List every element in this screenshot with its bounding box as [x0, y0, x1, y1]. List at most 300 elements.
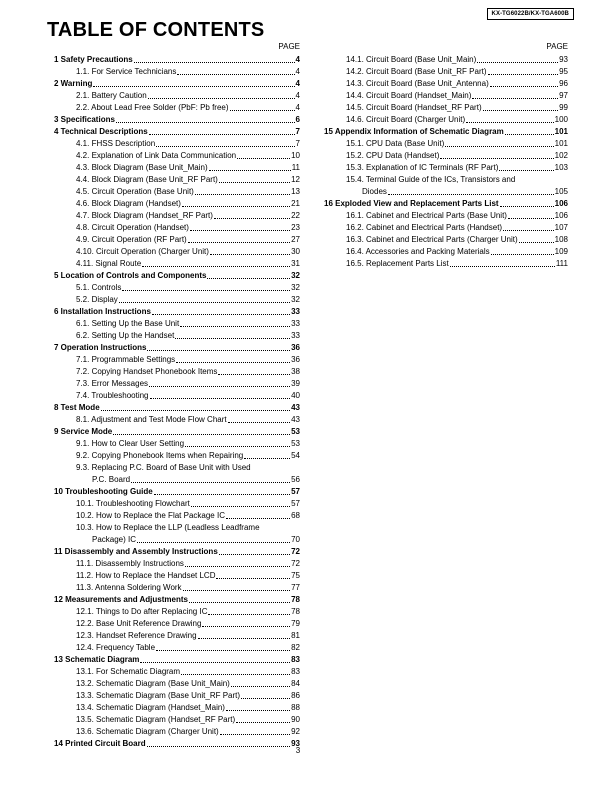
toc-entry-title: 13.3. Schematic Diagram (Base Unit_RF Part) [76, 691, 241, 700]
toc-entry[interactable] [54, 606, 300, 618]
toc-entry-title: 9.3. Replacing P.C. Board of Base Unit with Used [76, 463, 251, 472]
toc-page-number: 54 [291, 451, 300, 460]
dot-leader [207, 278, 290, 279]
toc-entry[interactable] [324, 54, 568, 66]
toc-page-number: 111 [555, 259, 568, 268]
toc-entry-title: 4.8. Circuit Operation (Handset) [76, 223, 189, 232]
toc-entry-title: 3 Specifications [54, 115, 115, 124]
toc-entry[interactable] [54, 282, 300, 294]
toc-page-number: 4 [295, 91, 300, 100]
toc-page-number: 32 [291, 283, 300, 292]
dot-leader [477, 62, 558, 63]
dot-leader [218, 374, 290, 375]
dot-leader [156, 650, 290, 651]
toc-entry[interactable] [54, 138, 300, 150]
toc-page-number: 6 [295, 115, 300, 124]
toc-section[interactable] [54, 54, 300, 66]
dot-leader [149, 134, 295, 135]
toc-entry-title: 15.1. CPU Data (Base Unit) [346, 139, 445, 148]
dot-leader [156, 146, 294, 147]
toc-entry-title: 13 Schematic Diagram [54, 655, 140, 664]
toc-entry[interactable] [324, 150, 568, 162]
dot-leader [219, 182, 290, 183]
toc-page-number: 107 [554, 223, 568, 232]
toc-page-number: 13 [291, 187, 300, 196]
toc-entry-title: 14.2. Circuit Board (Base Unit_RF Part) [346, 67, 487, 76]
dot-leader [116, 122, 295, 123]
toc-section[interactable] [54, 594, 300, 606]
toc-entry-title: 16.3. Cabinet and Electrical Parts (Charger Unit) [346, 235, 518, 244]
model-number-box: KX-TG6022B/KX-TGA600B [487, 8, 574, 20]
toc-page-number: 97 [559, 91, 568, 100]
toc-entry[interactable] [54, 642, 300, 654]
toc-entry-title: 4.2. Explanation of Link Data Communication [76, 151, 237, 160]
toc-page-number: 103 [554, 163, 568, 172]
toc-page-number: 36 [291, 343, 300, 352]
toc-entry[interactable] [324, 114, 568, 126]
toc-page-number: 92 [291, 727, 300, 736]
dot-leader [508, 218, 554, 219]
dot-leader [152, 314, 290, 315]
toc-section[interactable] [324, 198, 568, 210]
toc-page-number: 102 [554, 151, 568, 160]
dot-leader [176, 362, 290, 363]
toc-page-number: 57 [291, 487, 300, 496]
toc-entry[interactable] [54, 582, 300, 594]
dot-leader [472, 98, 558, 99]
dot-leader [185, 566, 290, 567]
toc-entry-title: 4.10. Circuit Operation (Charger Unit) [76, 247, 209, 256]
toc-entry[interactable] [54, 102, 300, 114]
dot-leader [228, 422, 290, 423]
dot-leader [503, 230, 554, 231]
dot-leader [182, 206, 290, 207]
toc-entry[interactable] [324, 234, 568, 246]
toc-entry-title: 6.1. Setting Up the Base Unit [76, 319, 180, 328]
dot-leader [190, 230, 290, 231]
toc-entry[interactable] [54, 666, 300, 678]
toc-entry[interactable] [54, 246, 300, 258]
toc-entry-title: 15.3. Explanation of IC Terminals (RF Part) [346, 163, 499, 172]
toc-entry-title: 15.2. CPU Data (Handset) [346, 151, 440, 160]
toc-column-right [324, 42, 568, 270]
toc-entry-title: 14.1. Circuit Board (Base Unit_Main) [346, 55, 477, 64]
dot-leader [185, 446, 290, 447]
toc-page-number: 68 [291, 511, 300, 520]
toc-section[interactable] [54, 126, 300, 138]
dot-leader [181, 674, 290, 675]
dot-leader [210, 254, 290, 255]
toc-entry-title-continued: P.C. Board [92, 475, 131, 484]
toc-entry[interactable] [54, 618, 300, 630]
dot-leader [237, 158, 290, 159]
toc-page-number: 88 [291, 703, 300, 712]
dot-leader [226, 518, 290, 519]
dot-leader [142, 266, 290, 267]
toc-entry-title: 16.5. Replacement Parts List [346, 259, 449, 268]
toc-entry-title: 16.1. Cabinet and Electrical Parts (Base Unit) [346, 211, 507, 220]
dot-leader [175, 338, 290, 339]
toc-page-number: 38 [291, 367, 300, 376]
dot-leader [244, 458, 290, 459]
toc-page-number: 77 [291, 583, 300, 592]
toc-list-left [54, 54, 300, 750]
toc-page-number: 33 [291, 331, 300, 340]
dot-leader [214, 218, 290, 219]
dot-leader [113, 434, 290, 435]
toc-section[interactable] [54, 486, 300, 498]
dot-leader [445, 146, 553, 147]
dot-leader [519, 242, 554, 243]
toc-entry-title: 14.5. Circuit Board (Handset_RF Part) [346, 103, 482, 112]
toc-entry-title: 4.5. Circuit Operation (Base Unit) [76, 187, 194, 196]
toc-page-number: 96 [559, 79, 568, 88]
toc-entry-title: 10 Troubleshooting Guide [54, 487, 153, 496]
toc-page-number: 57 [291, 499, 300, 508]
toc-column-left [54, 42, 300, 750]
toc-entry-continuation[interactable] [54, 534, 300, 546]
toc-entry-title: 13.1. For Schematic Diagram [76, 667, 181, 676]
toc-entry[interactable] [54, 390, 300, 402]
dot-leader [505, 134, 554, 135]
toc-page-number: 101 [554, 139, 568, 148]
toc-entry-title: 11.2. How to Replace the Handset LCD [76, 571, 216, 580]
dot-leader [195, 194, 290, 195]
toc-page-number: 78 [291, 607, 300, 616]
toc-page-number: 22 [291, 211, 300, 220]
toc-entry[interactable] [54, 174, 300, 186]
toc-entry[interactable] [54, 210, 300, 222]
toc-entry[interactable] [54, 570, 300, 582]
toc-entry[interactable] [54, 726, 300, 738]
toc-entry[interactable] [54, 702, 300, 714]
toc-entry[interactable] [54, 318, 300, 330]
toc-entry[interactable] [324, 78, 568, 90]
toc-page-number: 101 [554, 127, 568, 136]
toc-page-number: 82 [291, 643, 300, 652]
toc-entry-title: 9.1. How to Clear User Setting [76, 439, 185, 448]
toc-entry-title: 14.6. Circuit Board (Charger Unit) [346, 115, 466, 124]
toc-page-number: 43 [291, 403, 300, 412]
dot-leader [230, 110, 295, 111]
toc-page-number: 32 [291, 295, 300, 304]
toc-entry-title: 12 Measurements and Adjustments [54, 595, 188, 604]
dot-leader [208, 614, 290, 615]
toc-page-number: 81 [291, 631, 300, 640]
toc-entry-title: 15.4. Terminal Guide of the ICs, Transistors and [346, 175, 516, 184]
dot-leader [466, 122, 553, 123]
toc-entry[interactable] [54, 366, 300, 378]
toc-entry[interactable] [54, 354, 300, 366]
toc-entry[interactable] [54, 450, 300, 462]
toc-page-number: 99 [559, 103, 568, 112]
dot-leader [93, 86, 294, 87]
toc-page-number: 11 [291, 163, 300, 172]
toc-entry[interactable] [324, 66, 568, 78]
dot-leader [490, 86, 558, 87]
toc-entry[interactable] [54, 414, 300, 426]
toc-page-number: 90 [291, 715, 300, 724]
dot-leader [188, 242, 290, 243]
toc-page-number: 7 [295, 139, 300, 148]
dot-leader [440, 158, 553, 159]
page-title: TABLE OF CONTENTS [47, 19, 265, 41]
toc-page-number: 56 [291, 475, 300, 484]
toc-list-right [324, 54, 568, 270]
toc-entry[interactable] [54, 522, 300, 534]
toc-page-number: 100 [554, 115, 568, 124]
toc-entry-title: 13.4. Schematic Diagram (Handset_Main) [76, 703, 225, 712]
dot-leader [231, 686, 290, 687]
dot-leader [491, 254, 554, 255]
toc-section[interactable] [54, 78, 300, 90]
toc-page-number: 53 [291, 427, 300, 436]
toc-entry[interactable] [54, 294, 300, 306]
toc-section[interactable] [54, 426, 300, 438]
toc-page-number: 10 [291, 151, 300, 160]
toc-page-number: 27 [291, 235, 300, 244]
toc-entry-title: 10.1. Troubleshooting Flowchart [76, 499, 190, 508]
toc-entry-title: 4.1. FHSS Description [76, 139, 156, 148]
page-column-header: PAGE [278, 42, 300, 51]
toc-entry-title: 8.1. Adjustment and Test Mode Flow Chart [76, 415, 227, 424]
toc-section[interactable] [54, 654, 300, 666]
toc-page-number: 72 [291, 559, 300, 568]
toc-entry-title: 6.2. Setting Up the Handset [76, 331, 175, 340]
toc-entry[interactable] [324, 90, 568, 102]
toc-entry-title: 4.9. Circuit Operation (RF Part) [76, 235, 187, 244]
toc-page-number: 72 [291, 547, 300, 556]
toc-entry[interactable] [54, 162, 300, 174]
toc-entry-title: 10.2. How to Replace the Flat Package IC [76, 511, 225, 520]
dot-leader [241, 698, 290, 699]
toc-page-number: 4 [295, 103, 300, 112]
toc-entry-title: 1.1. For Service Technicians [76, 67, 177, 76]
toc-entry[interactable] [54, 378, 300, 390]
toc-entry-title: 13.2. Schematic Diagram (Base Unit_Main) [76, 679, 230, 688]
dot-leader [488, 74, 559, 75]
dot-leader [137, 542, 290, 543]
toc-page-number: 40 [291, 391, 300, 400]
toc-entry-title: 13.6. Schematic Diagram (Charger Unit) [76, 727, 219, 736]
dot-leader [499, 170, 553, 171]
dot-leader [101, 410, 290, 411]
toc-section[interactable] [54, 342, 300, 354]
toc-entry[interactable] [54, 258, 300, 270]
toc-entry-title: 11.3. Antenna Soldering Work [76, 583, 182, 592]
toc-entry[interactable] [54, 690, 300, 702]
toc-entry-title: 8 Test Mode [54, 403, 100, 412]
toc-entry-title: 4 Technical Descriptions [54, 127, 148, 136]
toc-entry-continuation[interactable] [324, 186, 568, 198]
toc-page-number: 86 [291, 691, 300, 700]
dot-leader [483, 110, 558, 111]
toc-entry[interactable] [54, 462, 300, 474]
toc-entry-title: 14 Printed Circuit Board [54, 739, 146, 748]
toc-entry[interactable] [324, 162, 568, 174]
toc-entry-title: 13.5. Schematic Diagram (Handset_RF Part) [76, 715, 236, 724]
toc-entry-title: 15 Appendix Information of Schematic Diagram [324, 127, 504, 136]
toc-entry-title: 2.1. Battery Caution [76, 91, 147, 100]
toc-page-number: 32 [291, 271, 300, 280]
toc-entry-title: 1 Safety Precautions [54, 55, 133, 64]
toc-entry[interactable] [54, 330, 300, 342]
dot-leader [154, 494, 290, 495]
toc-entry-title: 12.2. Base Unit Reference Drawing [76, 619, 202, 628]
toc-entry-title: 16.4. Accessories and Packing Materials [346, 247, 490, 256]
dot-leader [216, 578, 290, 579]
toc-page-number: 31 [291, 259, 300, 268]
toc-entry-title: 7.3. Error Messages [76, 379, 149, 388]
toc-entry-title: 9 Service Mode [54, 427, 113, 436]
toc-entry[interactable] [324, 174, 568, 186]
toc-page-number: 4 [295, 55, 300, 64]
toc-entry-title: 12.3. Handset Reference Drawing [76, 631, 197, 640]
toc-page-number: 83 [291, 667, 300, 676]
toc-entry[interactable] [54, 498, 300, 510]
toc-entry[interactable] [54, 234, 300, 246]
toc-section[interactable] [324, 126, 568, 138]
toc-page-number: 36 [291, 355, 300, 364]
toc-entry-title: 7.1. Programmable Settings [76, 355, 176, 364]
dot-leader [150, 398, 291, 399]
toc-entry[interactable] [54, 150, 300, 162]
toc-entry-title: 11 Disassembly and Assembly Instructions [54, 547, 218, 556]
dot-leader [177, 74, 294, 75]
dot-leader [131, 482, 290, 483]
toc-page-number: 93 [291, 739, 300, 748]
toc-entry-title: 4.3. Block Diagram (Base Unit_Main) [76, 163, 208, 172]
toc-page-number: 33 [291, 319, 300, 328]
toc-entry-title: 2 Warning [54, 79, 93, 88]
toc-page-number: 106 [554, 211, 568, 220]
toc-page-number: 83 [291, 655, 300, 664]
toc-entry[interactable] [54, 510, 300, 522]
toc-entry-title: 4.4. Block Diagram (Base Unit_RF Part) [76, 175, 218, 184]
toc-entry-title: 4.7. Block Diagram (Handset_RF Part) [76, 211, 213, 220]
toc-section[interactable] [54, 270, 300, 282]
toc-entry[interactable] [54, 630, 300, 642]
toc-entry-title: 5.1. Controls [76, 283, 122, 292]
dot-leader [500, 206, 554, 207]
toc-entry[interactable] [324, 102, 568, 114]
toc-page-number: 109 [554, 247, 568, 256]
toc-entry-title: 16.2. Cabinet and Electrical Parts (Handset) [346, 223, 503, 232]
dot-leader [388, 194, 554, 195]
toc-page-number: 39 [291, 379, 300, 388]
toc-entry-title: 2.2. About Lead Free Solder (PbF: Pb free) [76, 103, 229, 112]
toc-entry-continuation[interactable] [54, 474, 300, 486]
toc-entry[interactable] [54, 558, 300, 570]
dot-leader [226, 710, 290, 711]
toc-entry[interactable] [54, 714, 300, 726]
toc-page-number: 78 [291, 595, 300, 604]
toc-section[interactable] [54, 114, 300, 126]
toc-page-number: 105 [554, 187, 568, 196]
toc-page-number: 95 [559, 67, 568, 76]
toc-page-number: 30 [291, 247, 300, 256]
toc-page-number: 93 [559, 55, 568, 64]
toc-entry[interactable] [54, 438, 300, 450]
toc-entry-title: 12.1. Things to Do after Replacing IC [76, 607, 208, 616]
toc-entry[interactable] [54, 90, 300, 102]
dot-leader [220, 734, 290, 735]
toc-entry[interactable] [54, 198, 300, 210]
dot-leader [183, 590, 291, 591]
toc-entry[interactable] [54, 66, 300, 78]
toc-page-number: 106 [554, 199, 568, 208]
toc-entry-title: 7.4. Troubleshooting [76, 391, 149, 400]
dot-leader [140, 662, 290, 663]
dot-leader [202, 626, 290, 627]
toc-page-number: 7 [295, 127, 300, 136]
toc-entry[interactable] [324, 222, 568, 234]
toc-entry-title: 14.4. Circuit Board (Handset_Main) [346, 91, 472, 100]
toc-page-number: 53 [291, 439, 300, 448]
toc-entry-title: 4.6. Block Diagram (Handset) [76, 199, 181, 208]
toc-page-number: 21 [291, 199, 300, 208]
toc-entry-title: 7 Operation Instructions [54, 343, 147, 352]
toc-entry-title: 5.2. Display [76, 295, 118, 304]
toc-section[interactable] [54, 402, 300, 414]
toc-section[interactable] [54, 306, 300, 318]
toc-page-number: 79 [291, 619, 300, 628]
toc-entry-title: 9.2. Copying Phonebook Items when Repairing [76, 451, 244, 460]
dot-leader [147, 350, 290, 351]
page-number: 3 [295, 746, 301, 755]
dot-leader [148, 98, 295, 99]
toc-page-number: 4 [295, 67, 300, 76]
toc-entry-title: 6 Installation Instructions [54, 307, 151, 316]
toc-entry-title: 14.3. Circuit Board (Base Unit_Antenna) [346, 79, 489, 88]
dot-leader [134, 62, 295, 63]
toc-page-number: 108 [554, 235, 568, 244]
toc-entry-title: 10.3. How to Replace the LLP (Leadless Leadframe [76, 523, 260, 532]
toc-page-number: 33 [291, 307, 300, 316]
toc-page-number: 70 [291, 535, 300, 544]
toc-entry[interactable] [324, 246, 568, 258]
toc-entry[interactable] [324, 138, 568, 150]
dot-leader [180, 326, 290, 327]
page-column-header: PAGE [546, 42, 568, 51]
toc-entry[interactable] [324, 258, 568, 270]
toc-entry[interactable] [54, 186, 300, 198]
toc-entry-title: 7.2. Copying Handset Phonebook Items [76, 367, 218, 376]
toc-page-number: 4 [295, 79, 300, 88]
dot-leader [198, 638, 291, 639]
toc-entry-title-continued: Package) IC [92, 535, 137, 544]
toc-entry[interactable] [54, 222, 300, 234]
dot-leader [209, 170, 291, 171]
toc-page-number: 23 [291, 223, 300, 232]
toc-page-number: 12 [291, 175, 300, 184]
dot-leader [236, 722, 290, 723]
dot-leader [122, 290, 290, 291]
toc-entry[interactable] [54, 678, 300, 690]
toc-entry-title: 5 Location of Controls and Components [54, 271, 207, 280]
toc-section[interactable] [54, 546, 300, 558]
dot-leader [149, 386, 290, 387]
toc-entry-title: 16 Exploded View and Replacement Parts List [324, 199, 499, 208]
dot-leader [119, 302, 290, 303]
toc-entry[interactable] [324, 210, 568, 222]
dot-leader [189, 602, 290, 603]
dot-leader [450, 266, 555, 267]
toc-entry-title: 11.1. Disassembly Instructions [76, 559, 184, 568]
toc-page-number: 84 [291, 679, 300, 688]
toc-entry-title-continued: Diodes [362, 187, 387, 196]
toc-entry-title: 12.4. Frequency Table [76, 643, 156, 652]
